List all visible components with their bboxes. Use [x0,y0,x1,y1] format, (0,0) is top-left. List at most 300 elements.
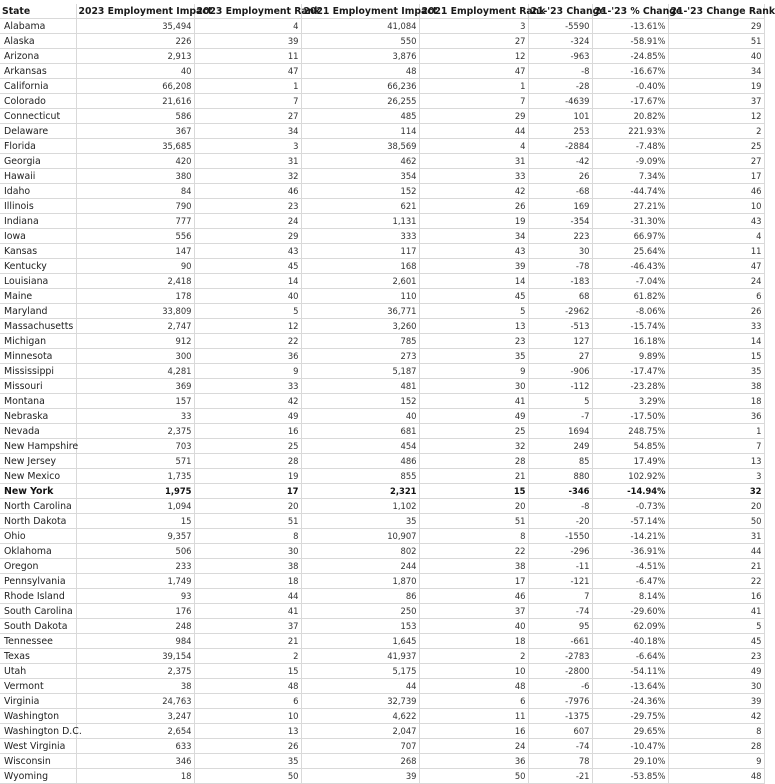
impact-2023-cell: 93 [76,589,194,604]
pct-change-cell: -0.40% [592,79,668,94]
change-rank-cell: 5 [668,619,764,634]
impact-2021-cell: 26,255 [301,94,419,109]
rank-2021-cell: 12 [419,49,528,64]
header-2021-impact: 2021 Employment Impact [301,4,419,19]
rank-2021-cell: 38 [419,559,528,574]
change-cell: -21 [528,769,592,784]
state-cell: Connecticut [0,109,76,124]
rank-2023-cell: 21 [194,634,301,649]
change-cell: 78 [528,754,592,769]
change-rank-cell: 40 [668,49,764,64]
change-cell: 249 [528,439,592,454]
state-cell: New Mexico [0,469,76,484]
pct-change-cell: -0.73% [592,499,668,514]
impact-2021-cell: 2,321 [301,484,419,499]
rank-2021-cell: 46 [419,589,528,604]
impact-2023-cell: 176 [76,604,194,619]
rank-2023-cell: 8 [194,529,301,544]
pct-change-cell: -17.50% [592,409,668,424]
pct-change-cell: -24.36% [592,694,668,709]
impact-2021-cell: 802 [301,544,419,559]
pct-change-cell: -40.18% [592,634,668,649]
state-cell: Alaska [0,34,76,49]
change-cell: -112 [528,379,592,394]
rank-2023-cell: 33 [194,379,301,394]
pct-change-cell: 66.97% [592,229,668,244]
impact-2021-cell: 153 [301,619,419,634]
rank-2023-cell: 7 [194,94,301,109]
rank-2023-cell: 48 [194,679,301,694]
table-row [0,709,764,724]
rank-2023-cell: 22 [194,334,301,349]
impact-2021-cell: 4,622 [301,709,419,724]
change-rank-cell: 27 [668,154,764,169]
rank-2021-cell: 21 [419,469,528,484]
table-row [0,319,764,334]
table-row [0,79,764,94]
rank-2023-cell: 11 [194,49,301,64]
impact-2021-cell: 268 [301,754,419,769]
impact-2023-cell: 703 [76,439,194,454]
pct-change-cell: -8.06% [592,304,668,319]
change-rank-cell: 29 [668,19,764,34]
impact-2021-cell: 1,645 [301,634,419,649]
pct-change-cell: -31.30% [592,214,668,229]
change-cell: 880 [528,469,592,484]
table-row [0,214,764,229]
change-rank-cell: 45 [668,634,764,649]
change-rank-cell: 42 [668,709,764,724]
table-row [0,619,764,634]
change-cell: 253 [528,124,592,139]
header-change-rank: 21-'23 Change Rank [668,4,764,19]
change-rank-cell: 39 [668,694,764,709]
state-cell: Arkansas [0,64,76,79]
impact-2021-cell: 1,870 [301,574,419,589]
rank-2021-cell: 41 [419,394,528,409]
pct-change-cell: 17.49% [592,454,668,469]
rank-2023-cell: 37 [194,619,301,634]
header-change: 21-'23 Change [528,4,592,19]
change-rank-cell: 48 [668,769,764,784]
change-cell: 169 [528,199,592,214]
change-rank-cell: 14 [668,334,764,349]
state-cell: Washington [0,709,76,724]
table-row [0,169,764,184]
impact-2021-cell: 273 [301,349,419,364]
impact-2021-cell: 66,236 [301,79,419,94]
impact-2021-cell: 38,569 [301,139,419,154]
change-cell: 101 [528,109,592,124]
pct-change-cell: -53.85% [592,769,668,784]
impact-2023-cell: 157 [76,394,194,409]
rank-2023-cell: 10 [194,709,301,724]
rank-2023-cell: 32 [194,169,301,184]
state-cell: Louisiana [0,274,76,289]
impact-2021-cell: 32,739 [301,694,419,709]
change-rank-cell: 32 [668,484,764,499]
pct-change-cell: 248.75% [592,424,668,439]
change-cell: -2884 [528,139,592,154]
header-state: State [0,4,76,19]
state-cell: Washington D.C. [0,724,76,739]
change-rank-cell: 4 [668,229,764,244]
table-row [0,724,764,739]
change-rank-cell: 50 [668,514,764,529]
impact-2023-cell: 300 [76,349,194,364]
impact-2021-cell: 44 [301,679,419,694]
change-cell: -2783 [528,649,592,664]
change-rank-cell: 20 [668,499,764,514]
impact-2021-cell: 3,876 [301,49,419,64]
rank-2021-cell: 29 [419,109,528,124]
impact-2023-cell: 556 [76,229,194,244]
change-rank-cell: 15 [668,349,764,364]
rank-2023-cell: 20 [194,499,301,514]
rank-2021-cell: 6 [419,694,528,709]
rank-2021-cell: 3 [419,19,528,34]
rank-2023-cell: 34 [194,124,301,139]
pct-change-cell: -7.04% [592,274,668,289]
pct-change-cell: 9.89% [592,349,668,364]
table-row [0,274,764,289]
pct-change-cell: 8.14% [592,589,668,604]
change-rank-cell: 16 [668,589,764,604]
rank-2023-cell: 44 [194,589,301,604]
table-row [0,184,764,199]
rank-2021-cell: 17 [419,574,528,589]
rank-2023-cell: 16 [194,424,301,439]
change-cell: -354 [528,214,592,229]
header-2023-rank: 2023 Employment Rank [194,4,301,19]
state-cell: Iowa [0,229,76,244]
change-cell: 30 [528,244,592,259]
impact-2023-cell: 84 [76,184,194,199]
table-row [0,559,764,574]
rank-2023-cell: 6 [194,694,301,709]
rank-2023-cell: 29 [194,229,301,244]
impact-2023-cell: 1,975 [76,484,194,499]
rank-2023-cell: 41 [194,604,301,619]
pct-change-cell: 3.29% [592,394,668,409]
table-row [0,289,764,304]
change-cell: -183 [528,274,592,289]
impact-2023-cell: 369 [76,379,194,394]
pct-change-cell: 29.65% [592,724,668,739]
table-row [0,244,764,259]
table-row [0,694,764,709]
table-row [0,364,764,379]
impact-2023-cell: 912 [76,334,194,349]
pct-change-cell: -29.75% [592,709,668,724]
state-cell: Virginia [0,694,76,709]
state-cell: Montana [0,394,76,409]
rank-2023-cell: 9 [194,364,301,379]
pct-change-cell: 102.92% [592,469,668,484]
change-rank-cell: 28 [668,739,764,754]
rank-2023-cell: 1 [194,79,301,94]
change-cell: 127 [528,334,592,349]
state-cell: Massachusetts [0,319,76,334]
change-rank-cell: 44 [668,544,764,559]
rank-2023-cell: 28 [194,454,301,469]
rank-2021-cell: 44 [419,124,528,139]
change-cell: -7 [528,409,592,424]
rank-2023-cell: 2 [194,649,301,664]
table-row [0,34,764,49]
rank-2023-cell: 31 [194,154,301,169]
change-rank-cell: 24 [668,274,764,289]
impact-2023-cell: 2,375 [76,664,194,679]
change-rank-cell: 34 [668,64,764,79]
pct-change-cell: -9.09% [592,154,668,169]
rank-2021-cell: 48 [419,679,528,694]
impact-2021-cell: 48 [301,64,419,79]
rank-2021-cell: 10 [419,664,528,679]
rank-2023-cell: 3 [194,139,301,154]
impact-2021-cell: 486 [301,454,419,469]
table-row [0,199,764,214]
rank-2023-cell: 35 [194,754,301,769]
state-cell: Alabama [0,19,76,34]
change-cell: -20 [528,514,592,529]
state-cell: Nebraska [0,409,76,424]
table-row [0,94,764,109]
impact-2021-cell: 2,047 [301,724,419,739]
change-cell: 27 [528,349,592,364]
impact-2021-cell: 454 [301,439,419,454]
state-cell: Florida [0,139,76,154]
table-row [0,229,764,244]
state-cell: Michigan [0,334,76,349]
impact-2021-cell: 1,131 [301,214,419,229]
impact-2023-cell: 35,494 [76,19,194,34]
table-row [0,454,764,469]
rank-2021-cell: 33 [419,169,528,184]
impact-2023-cell: 3,247 [76,709,194,724]
change-rank-cell: 22 [668,574,764,589]
impact-2023-cell: 1,749 [76,574,194,589]
table-row [0,334,764,349]
impact-2021-cell: 333 [301,229,419,244]
state-cell: Idaho [0,184,76,199]
change-rank-cell: 13 [668,454,764,469]
impact-2021-cell: 117 [301,244,419,259]
table-row [0,664,764,679]
change-rank-cell: 46 [668,184,764,199]
table-row [0,304,764,319]
rank-2023-cell: 30 [194,544,301,559]
change-rank-cell: 43 [668,214,764,229]
table-row [0,109,764,124]
change-rank-cell: 19 [668,79,764,94]
state-cell: Colorado [0,94,76,109]
change-cell: -2962 [528,304,592,319]
state-cell: Georgia [0,154,76,169]
change-cell: -121 [528,574,592,589]
table-row [0,379,764,394]
change-cell: -11 [528,559,592,574]
impact-2021-cell: 244 [301,559,419,574]
state-cell: California [0,79,76,94]
impact-2023-cell: 633 [76,739,194,754]
state-cell: North Carolina [0,499,76,514]
impact-2023-cell: 248 [76,619,194,634]
change-rank-cell: 9 [668,754,764,769]
rank-2023-cell: 19 [194,469,301,484]
impact-2023-cell: 367 [76,124,194,139]
rank-2023-cell: 49 [194,409,301,424]
table-row [0,649,764,664]
impact-2023-cell: 15 [76,514,194,529]
state-cell: Ohio [0,529,76,544]
state-cell: Delaware [0,124,76,139]
change-cell: 26 [528,169,592,184]
impact-2021-cell: 41,084 [301,19,419,34]
impact-2021-cell: 462 [301,154,419,169]
pct-change-cell: -54.11% [592,664,668,679]
change-rank-cell: 3 [668,469,764,484]
rank-2021-cell: 28 [419,454,528,469]
impact-2021-cell: 40 [301,409,419,424]
state-cell: Tennessee [0,634,76,649]
impact-2021-cell: 41,937 [301,649,419,664]
impact-2023-cell: 984 [76,634,194,649]
change-cell: -6 [528,679,592,694]
impact-2023-cell: 24,763 [76,694,194,709]
table-row [0,469,764,484]
pct-change-cell: 16.18% [592,334,668,349]
impact-2021-cell: 2,601 [301,274,419,289]
table-row [0,769,764,784]
header-pct-change: 21-'23 % Change [592,4,668,19]
rank-2021-cell: 16 [419,724,528,739]
impact-2023-cell: 39,154 [76,649,194,664]
change-cell: -5590 [528,19,592,34]
impact-2023-cell: 38 [76,679,194,694]
impact-2021-cell: 5,175 [301,664,419,679]
rank-2021-cell: 23 [419,334,528,349]
rank-2023-cell: 12 [194,319,301,334]
impact-2023-cell: 2,913 [76,49,194,64]
rank-2023-cell: 5 [194,304,301,319]
change-cell: 1694 [528,424,592,439]
pct-change-cell: -29.60% [592,604,668,619]
rank-2021-cell: 1 [419,79,528,94]
change-rank-cell: 49 [668,664,764,679]
impact-2021-cell: 3,260 [301,319,419,334]
rank-2023-cell: 40 [194,289,301,304]
change-cell: -42 [528,154,592,169]
impact-2021-cell: 250 [301,604,419,619]
rank-2021-cell: 7 [419,94,528,109]
change-cell: 7 [528,589,592,604]
state-cell: Texas [0,649,76,664]
pct-change-cell: -4.51% [592,559,668,574]
state-cell: Rhode Island [0,589,76,604]
table-row [0,514,764,529]
impact-2021-cell: 707 [301,739,419,754]
rank-2021-cell: 13 [419,319,528,334]
rank-2021-cell: 36 [419,754,528,769]
rank-2021-cell: 20 [419,499,528,514]
impact-2021-cell: 86 [301,589,419,604]
change-rank-cell: 26 [668,304,764,319]
pct-change-cell: 29.10% [592,754,668,769]
state-cell: Hawaii [0,169,76,184]
impact-2023-cell: 147 [76,244,194,259]
table-row [0,349,764,364]
change-cell: -68 [528,184,592,199]
rank-2021-cell: 22 [419,544,528,559]
impact-2023-cell: 66,208 [76,79,194,94]
impact-2023-cell: 1,094 [76,499,194,514]
table-row [0,574,764,589]
rank-2023-cell: 38 [194,559,301,574]
change-cell: 85 [528,454,592,469]
impact-2021-cell: 39 [301,769,419,784]
employment-table [0,4,775,784]
rank-2021-cell: 43 [419,244,528,259]
change-cell: 5 [528,394,592,409]
pct-change-cell: -6.64% [592,649,668,664]
rank-2021-cell: 30 [419,379,528,394]
pct-change-cell: -24.85% [592,49,668,64]
state-cell: New York [0,484,76,499]
change-rank-cell: 12 [668,109,764,124]
table-row [0,679,764,694]
rank-2021-cell: 8 [419,529,528,544]
change-cell: -906 [528,364,592,379]
change-rank-cell: 10 [668,199,764,214]
impact-2023-cell: 4,281 [76,364,194,379]
table-row [0,154,764,169]
rank-2023-cell: 24 [194,214,301,229]
table-row [0,49,764,64]
table-row [0,739,764,754]
rank-2021-cell: 15 [419,484,528,499]
impact-2023-cell: 777 [76,214,194,229]
state-cell: Kentucky [0,259,76,274]
table-row [0,139,764,154]
change-rank-cell: 30 [668,679,764,694]
pct-change-cell: -14.21% [592,529,668,544]
impact-2023-cell: 18 [76,769,194,784]
change-cell: 95 [528,619,592,634]
pct-change-cell: -6.47% [592,574,668,589]
state-cell: Oklahoma [0,544,76,559]
impact-2021-cell: 114 [301,124,419,139]
change-cell: -8 [528,64,592,79]
change-rank-cell: 51 [668,34,764,49]
table-row [0,394,764,409]
rank-2023-cell: 4 [194,19,301,34]
table-row [0,754,764,769]
impact-2023-cell: 33 [76,409,194,424]
pct-change-cell: 27.21% [592,199,668,214]
change-cell: -324 [528,34,592,49]
rank-2021-cell: 9 [419,364,528,379]
change-rank-cell: 21 [668,559,764,574]
state-cell: Utah [0,664,76,679]
rank-2023-cell: 27 [194,109,301,124]
table-row [0,604,764,619]
impact-2021-cell: 5,187 [301,364,419,379]
rank-2021-cell: 5 [419,304,528,319]
impact-2023-cell: 33,809 [76,304,194,319]
change-cell: -513 [528,319,592,334]
state-cell: Nevada [0,424,76,439]
